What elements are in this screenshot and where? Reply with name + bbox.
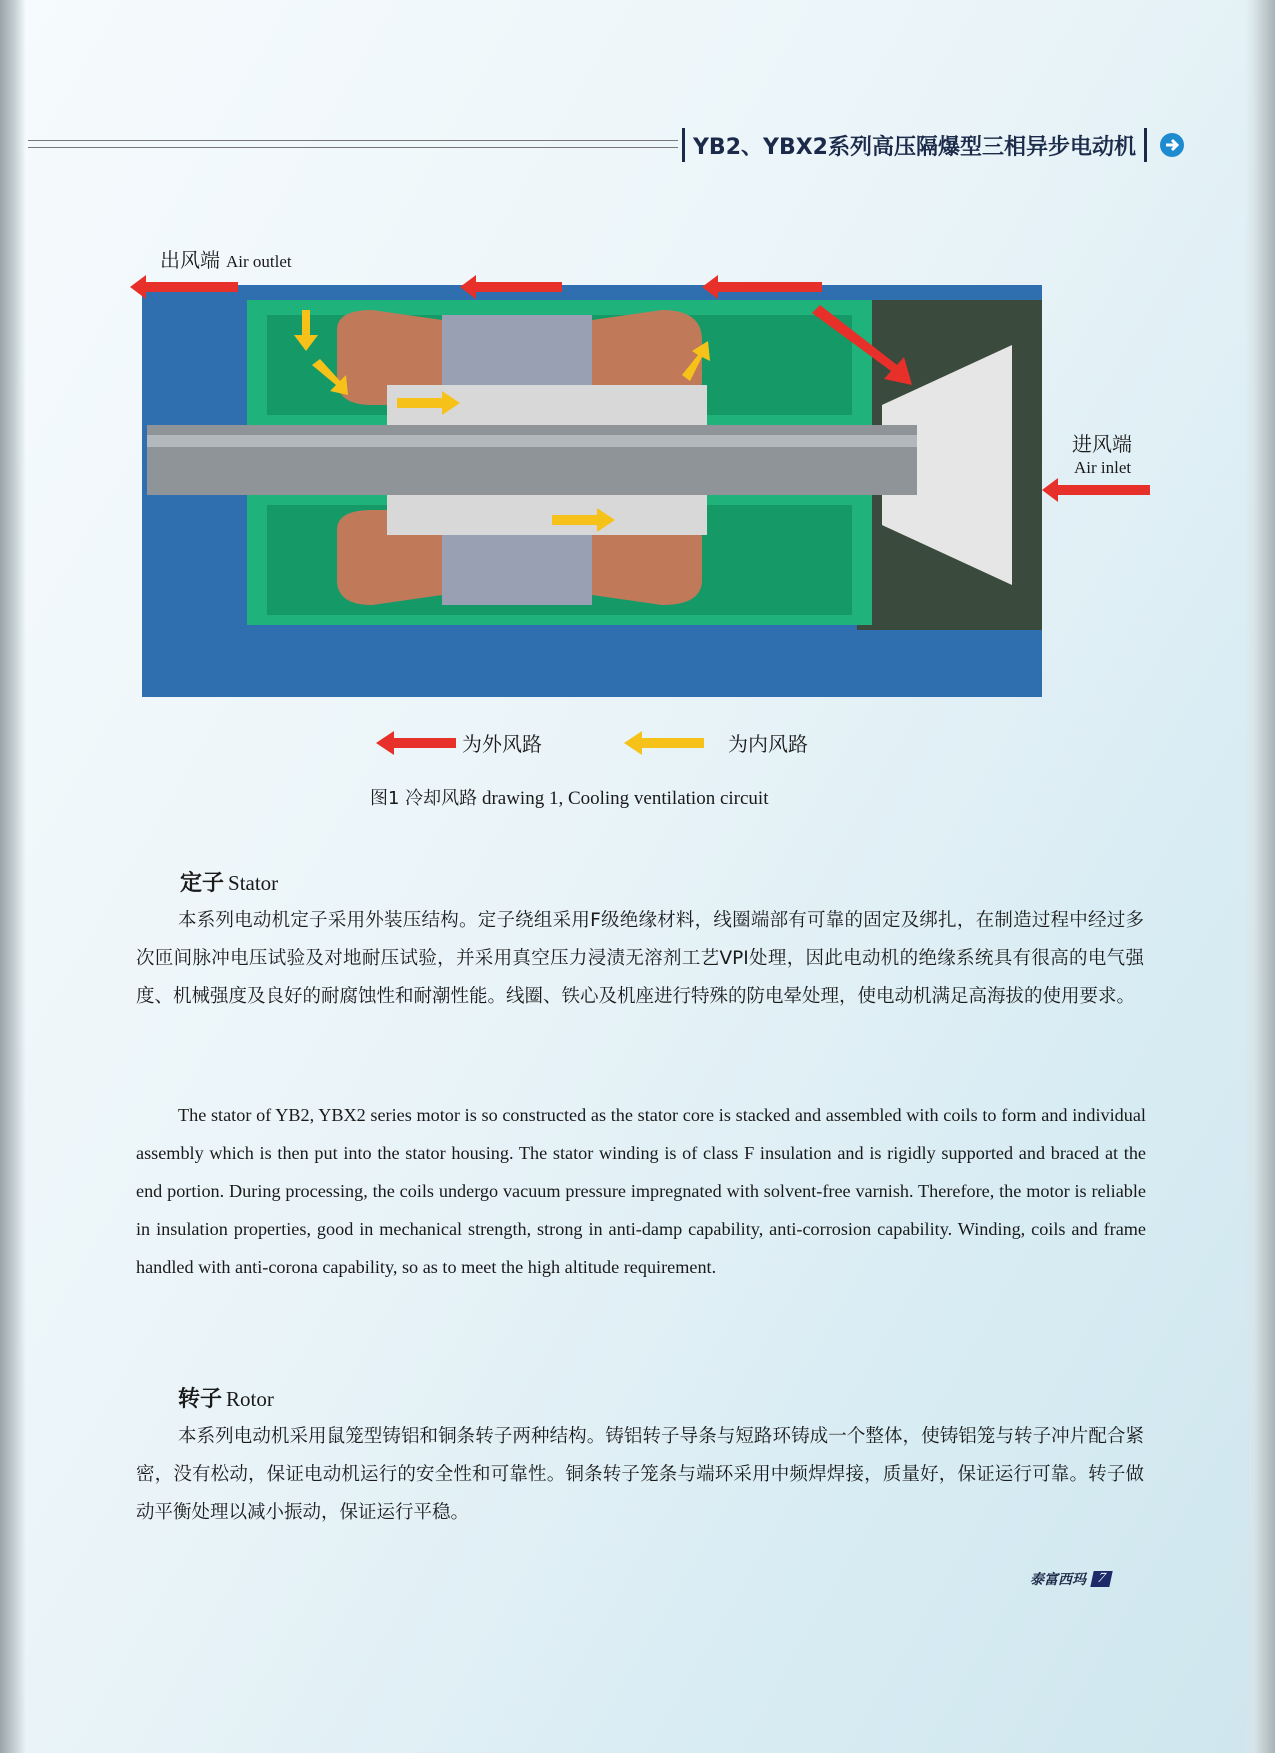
rotor-bottom — [387, 495, 707, 535]
rotor-paragraph-cn: 本系列电动机采用鼠笼型铸铝和铜条转子两种结构。铸铝转子导条与短路环铸成一个整体，使铸铝笼与转子冲片配合紧密，没有松动，保证电动机运行的安全性和可靠性。铜条转子笼条与端环采用中频焊焊接，质量好，保证运行可靠。转子做动平衡处理以减小振动，保证运行平稳。 — [136, 1426, 1144, 1523]
shaft-highlight — [147, 435, 917, 447]
stator-heading-cn: 定子 — [180, 871, 225, 896]
legend-outer-label: 为外风路 — [462, 732, 542, 756]
stator-paragraph-en: The stator of YB2, YBX2 series motor is so constructed as the stator core is stacked and assembled with coils to form and individual assembly which is then put into the stator housing. The stator winding is of class F insulation and is rigidly supported and braced at the end portion. During processing, the coils undergo vacuum pressure impregnated with solvent-free varnish. Therefore, the motor is reliable in insulation properties, good in mechanical strength, strong in anti-damp capability, anti-corrosion capability. Winding, coils and frame handled with anti-corona capability, so as to meet the high altitude requirement. — [136, 1105, 1146, 1277]
air-outlet-label — [160, 244, 292, 273]
inlet-arrow — [1042, 476, 1152, 504]
air-outlet-cn: 出风端 — [160, 248, 220, 272]
header-title: YB2、YBX2系列高压隔爆型三相异步电动机 — [693, 134, 1136, 160]
outlet-arrow-2 — [460, 275, 562, 299]
stator-heading — [180, 866, 278, 897]
caption-en: drawing 1, Cooling ventilation circuit — [481, 788, 769, 809]
outer-air-legend-arrow — [376, 730, 456, 756]
page-edge-left — [0, 0, 26, 1753]
outlet-arrow-3 — [702, 275, 822, 299]
inner-air-legend-arrow — [624, 730, 704, 756]
page-header — [682, 128, 1147, 162]
figure-caption — [370, 784, 768, 810]
outlet-arrows — [130, 272, 850, 302]
air-inlet-cn: 进风端 — [1072, 432, 1132, 456]
air-inlet-en: Air inlet — [1074, 458, 1132, 477]
footer-brand — [1030, 1568, 1134, 1590]
stator-paragraph-cn: 本系列电动机定子采用外装压结构。定子绕组采用F级绝缘材料，线圈端部有可靠的固定及绑扎，在制造过程中经过多次匝间脉冲电压试验及对地耐压试验，并采用真空压力浸渍无溶剂工艺VPI处理，因此电动机的绝缘系统具有很高的电气强度、机械强度及良好的耐腐蚀性和耐潮性能。线圈、铁心及机座进行特殊的防电晕处理，使电动机满足高海拔的使用要求。 — [136, 910, 1144, 1007]
arrow-right-icon — [1160, 133, 1184, 157]
rotor-heading — [178, 1382, 274, 1413]
motor-cross-section-figure — [142, 285, 1042, 697]
header-rule — [28, 140, 678, 148]
rotor-heading-en: Rotor — [226, 1387, 274, 1411]
stator-heading-en: Stator — [228, 871, 279, 895]
caption-cn: 图1 冷却风路 — [370, 788, 478, 809]
footer-brand-text: 泰富西玛 — [1030, 1572, 1086, 1588]
legend-inner-label: 为内风路 — [728, 732, 808, 756]
rotor-heading-cn: 转子 — [178, 1387, 223, 1412]
page-edge-right — [1245, 0, 1275, 1753]
air-outlet-en: Air outlet — [226, 252, 292, 271]
page-number: 7 — [1090, 1571, 1112, 1587]
figure-legend — [376, 728, 856, 758]
outlet-arrow-1 — [130, 275, 238, 299]
